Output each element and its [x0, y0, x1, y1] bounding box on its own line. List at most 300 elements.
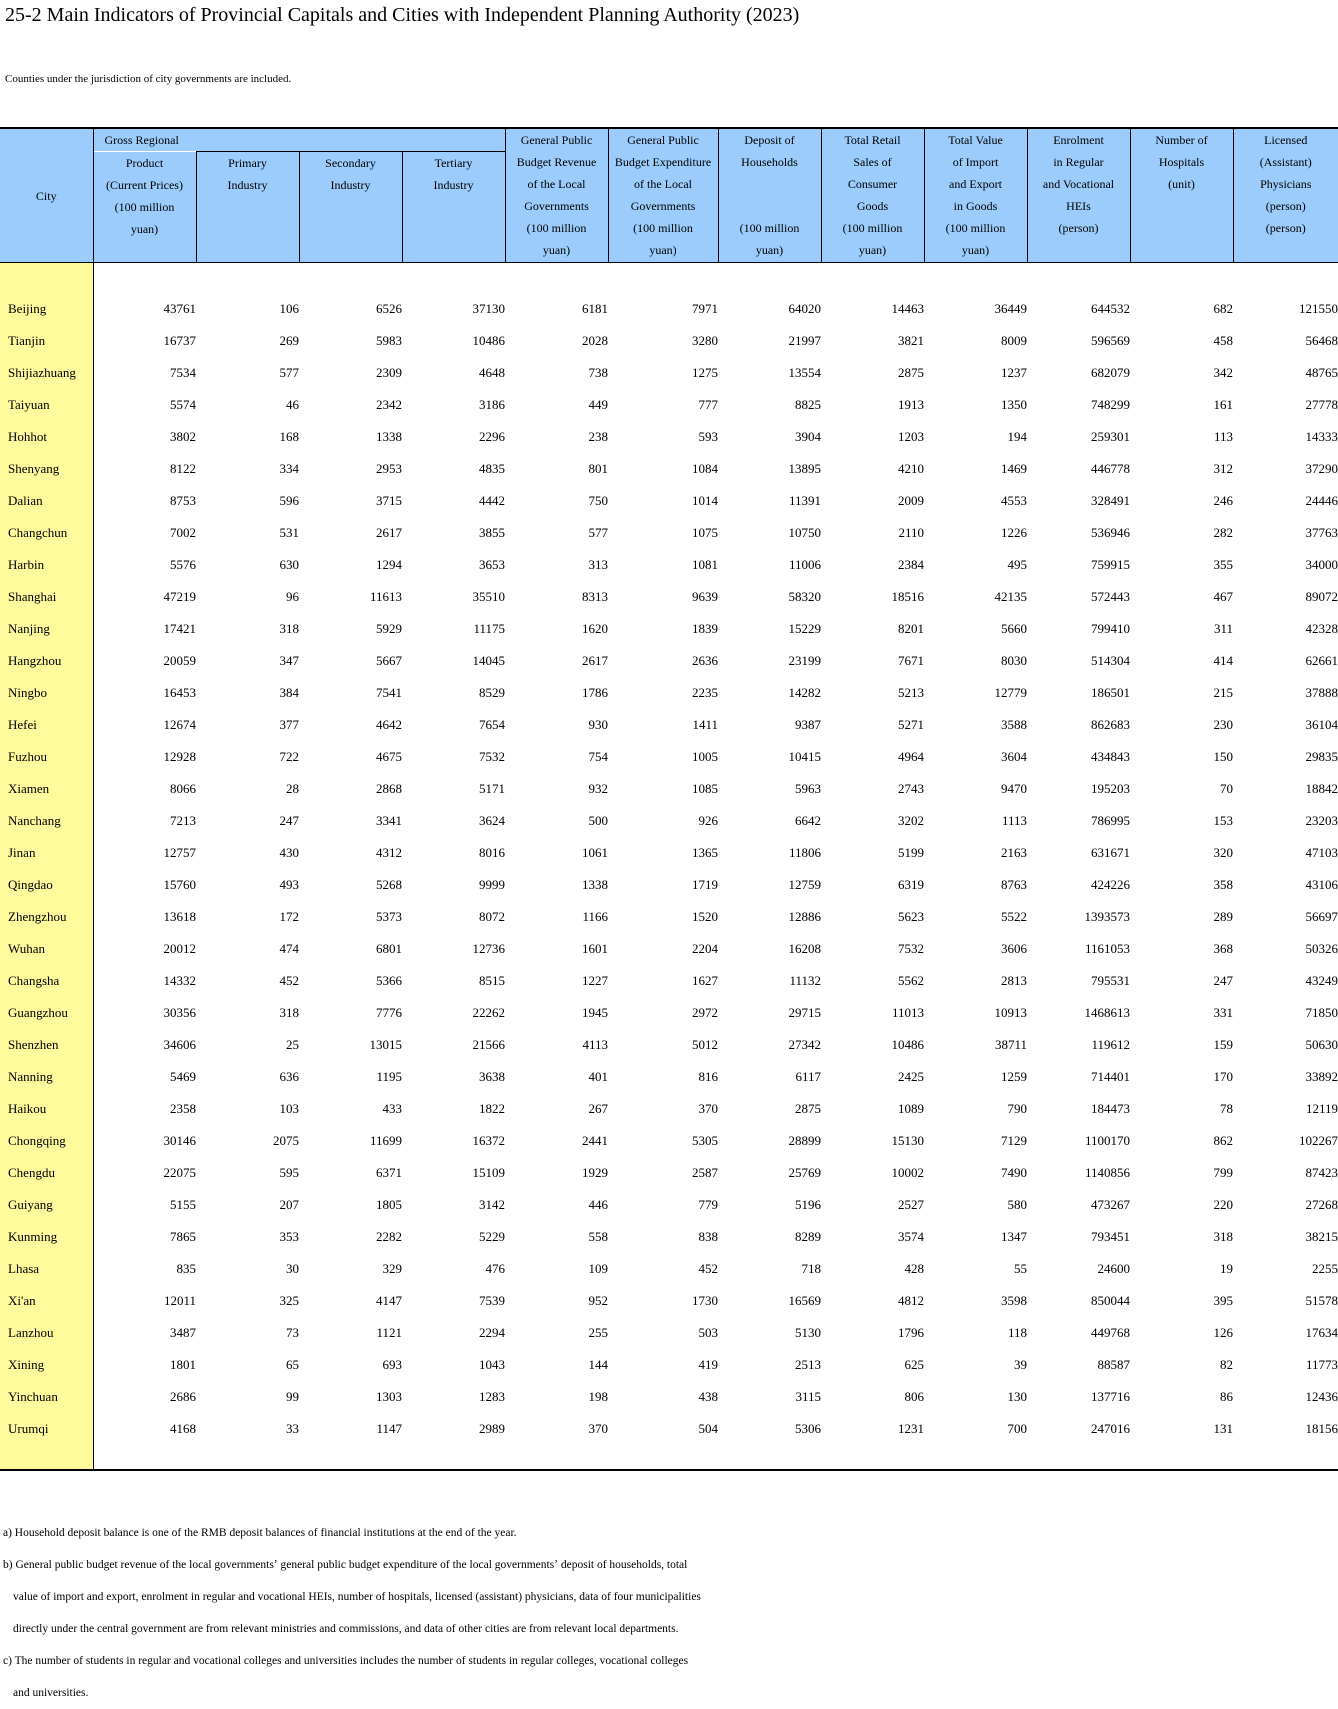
value-cell: 8313	[582, 589, 609, 604]
value-cell: 9387	[795, 717, 822, 732]
value-cell: 5196	[795, 1197, 822, 1212]
value-cell: 1730	[692, 1293, 719, 1308]
value-cell: 28899	[788, 1133, 822, 1148]
value-cell: 10750	[788, 525, 822, 540]
value-cell: 27778	[1305, 397, 1338, 412]
value-cell: 96	[286, 589, 299, 604]
value-cell: 536946	[1091, 525, 1131, 540]
value-cell: 3638	[479, 1069, 506, 1084]
value-cell: 1620	[582, 621, 609, 636]
value-cell: 43761	[163, 301, 196, 316]
city-name-cell: Qingdao	[0, 869, 93, 901]
value-cell: 3574	[898, 1229, 925, 1244]
value-cell: 419	[698, 1357, 719, 1372]
table-row	[0, 581, 1338, 613]
value-cell: 17634	[1305, 1325, 1338, 1340]
city-name-cell: Xining	[0, 1349, 93, 1381]
value-cell: 8066	[170, 781, 196, 796]
city-name-cell: Haikou	[0, 1093, 93, 1125]
value-cell: 118	[1007, 1325, 1028, 1340]
table-row	[0, 1189, 1338, 1221]
value-cell: 7532	[479, 749, 506, 764]
value-cell: 1147	[376, 1421, 402, 1436]
value-cell: 56697	[1305, 909, 1338, 924]
value-cell: 572443	[1091, 589, 1131, 604]
footnote-b-cont: value of import and export, enrolment in regular and vocational HEIs, number of hospitals, licensed (assistant) physicians, data of four municipalities	[13, 1591, 701, 1603]
value-cell: 596569	[1091, 333, 1131, 348]
value-cell: 46	[286, 397, 299, 412]
value-cell: 6526	[376, 301, 402, 316]
value-cell: 2235	[692, 685, 719, 700]
value-cell: 2513	[795, 1357, 822, 1372]
header-revenue: General Public Budget Revenue of the Local Governments (100 million yuan)	[505, 128, 608, 263]
value-cell: 1294	[376, 557, 402, 572]
value-cell: 1100170	[1084, 1133, 1131, 1148]
value-cell: 631671	[1091, 845, 1131, 860]
value-cell: 2294	[479, 1325, 506, 1340]
value-cell: 3142	[479, 1197, 506, 1212]
city-name-cell: Ningbo	[0, 677, 93, 709]
value-cell: 247	[1213, 973, 1234, 988]
value-cell: 1338	[582, 877, 609, 892]
value-cell: 2009	[898, 493, 925, 508]
value-cell: 184473	[1091, 1101, 1131, 1116]
value-cell: 18842	[1305, 781, 1338, 796]
value-cell: 1520	[692, 909, 719, 924]
value-cell: 4648	[479, 365, 506, 380]
value-cell: 2813	[1001, 973, 1028, 988]
value-cell: 4147	[376, 1293, 402, 1308]
header-retail: Total Retail Sales of Consumer Goods (100 million yuan)	[821, 128, 924, 263]
value-cell: 1085	[692, 781, 719, 796]
table-row	[0, 837, 1338, 869]
value-cell: 42328	[1305, 621, 1338, 636]
value-cell: 12928	[163, 749, 196, 764]
value-cell: 14332	[163, 973, 196, 988]
value-cell: 5667	[376, 653, 402, 668]
value-cell: 467	[1213, 589, 1234, 604]
value-cell: 2875	[795, 1101, 822, 1116]
value-cell: 596	[279, 493, 299, 508]
value-cell: 693	[382, 1357, 402, 1372]
value-cell: 328491	[1091, 493, 1131, 508]
value-cell: 12119	[1305, 1101, 1338, 1116]
city-name-cell: Xiamen	[0, 773, 93, 805]
value-cell: 1627	[692, 973, 719, 988]
value-cell: 320	[1213, 845, 1234, 860]
value-cell: 1601	[582, 941, 609, 956]
city-name-cell: Zhengzhou	[0, 901, 93, 933]
value-cell: 10002	[891, 1165, 925, 1180]
value-cell: 835	[176, 1261, 196, 1276]
value-cell: 230	[1213, 717, 1234, 732]
value-cell: 12757	[163, 845, 196, 860]
value-cell: 11773	[1305, 1357, 1338, 1372]
value-cell: 1226	[1001, 525, 1028, 540]
value-cell: 8016	[479, 845, 506, 860]
value-cell: 347	[279, 653, 299, 668]
value-cell: 2686	[170, 1389, 196, 1404]
value-cell: 16569	[788, 1293, 822, 1308]
footnote-b-cont: directly under the central government are from relevant ministries and commissions, and data of other cities are from relevant local departments.	[13, 1623, 679, 1635]
value-cell: 8122	[170, 461, 196, 476]
value-cell: 27268	[1305, 1197, 1338, 1212]
value-cell: 495	[1007, 557, 1028, 572]
value-cell: 2309	[376, 365, 402, 380]
header-deposit: Deposit of Households (100 million yuan)	[718, 128, 821, 263]
table-row	[0, 1029, 1338, 1061]
value-cell: 722	[279, 749, 299, 764]
value-cell: 1913	[898, 397, 925, 412]
table-row	[0, 1157, 1338, 1189]
table-row	[0, 965, 1338, 997]
value-cell: 368	[1213, 941, 1234, 956]
value-cell: 850044	[1091, 1293, 1131, 1308]
value-cell: 247	[279, 813, 299, 828]
value-cell: 5562	[898, 973, 925, 988]
value-cell: 220	[1213, 1197, 1234, 1212]
value-cell: 4675	[376, 749, 402, 764]
value-cell: 329	[382, 1261, 402, 1276]
table-row	[0, 901, 1338, 933]
value-cell: 2282	[376, 1229, 402, 1244]
value-cell: 3802	[170, 429, 196, 444]
value-cell: 430	[279, 845, 299, 860]
table-row	[0, 997, 1338, 1029]
value-cell: 862	[1213, 1133, 1234, 1148]
value-cell: 39	[1014, 1357, 1028, 1372]
value-cell: 738	[588, 365, 609, 380]
value-cell: 1237	[1001, 365, 1028, 380]
value-cell: 8289	[795, 1229, 822, 1244]
value-cell: 1719	[692, 877, 719, 892]
value-cell: 1303	[376, 1389, 402, 1404]
value-cell: 161	[1213, 397, 1234, 412]
value-cell: 246	[1213, 493, 1234, 508]
value-cell: 577	[279, 365, 299, 380]
table-row	[0, 485, 1338, 517]
value-cell: 474	[279, 941, 299, 956]
value-cell: 113	[1213, 429, 1234, 444]
value-cell: 595	[279, 1165, 299, 1180]
value-cell: 458	[1213, 333, 1234, 348]
value-cell: 449	[588, 397, 609, 412]
table-row	[0, 1061, 1338, 1093]
header-hospitals: Number of Hospitals (unit)	[1130, 128, 1233, 263]
value-cell: 131	[1213, 1421, 1234, 1436]
value-cell: 1929	[582, 1165, 609, 1180]
value-cell: 238	[588, 429, 609, 444]
value-cell: 7532	[898, 941, 925, 956]
value-cell: 312	[1213, 461, 1234, 476]
value-cell: 799	[1213, 1165, 1234, 1180]
value-cell: 137716	[1091, 1389, 1131, 1404]
value-cell: 8753	[170, 493, 196, 508]
value-cell: 4210	[898, 461, 925, 476]
value-cell: 2358	[170, 1101, 196, 1116]
value-cell: 318	[1213, 1229, 1234, 1244]
table-row	[0, 709, 1338, 741]
value-cell: 8529	[479, 685, 506, 700]
value-cell: 89072	[1305, 589, 1338, 604]
value-cell: 1121	[376, 1325, 402, 1340]
value-cell: 325	[279, 1293, 299, 1308]
value-cell: 21566	[472, 1037, 506, 1052]
value-cell: 476	[485, 1261, 506, 1276]
page-title: 25-2 Main Indicators of Provincial Capitals and Cities with Independent Planning Authority (2023)	[5, 4, 800, 26]
value-cell: 198	[588, 1389, 609, 1404]
value-cell: 318	[279, 1005, 299, 1020]
value-cell: 153	[1213, 813, 1234, 828]
value-cell: 4964	[898, 749, 925, 764]
value-cell: 7971	[692, 301, 719, 316]
value-cell: 18156	[1305, 1421, 1338, 1436]
value-cell: 2875	[898, 365, 925, 380]
value-cell: 4553	[1001, 493, 1028, 508]
value-cell: 43106	[1305, 877, 1338, 892]
value-cell: 6181	[582, 301, 609, 316]
value-cell: 401	[588, 1069, 609, 1084]
value-cell: 5268	[376, 877, 402, 892]
table-row	[0, 1381, 1338, 1413]
value-cell: 7776	[376, 1005, 402, 1020]
value-cell: 3115	[795, 1389, 822, 1404]
value-cell: 51578	[1305, 1293, 1338, 1308]
value-cell: 2075	[273, 1133, 299, 1148]
value-cell: 331	[1213, 1005, 1234, 1020]
value-cell: 8030	[1001, 653, 1028, 668]
value-cell: 14282	[788, 685, 822, 700]
value-cell: 452	[698, 1261, 719, 1276]
value-cell: 16737	[163, 333, 196, 348]
value-cell: 786995	[1091, 813, 1131, 828]
value-cell: 71850	[1305, 1005, 1338, 1020]
value-cell: 10913	[994, 1005, 1028, 1020]
value-cell: 282	[1213, 525, 1234, 540]
value-cell: 3624	[479, 813, 506, 828]
value-cell: 17421	[163, 621, 196, 636]
value-cell: 5963	[795, 781, 822, 796]
value-cell: 289	[1213, 909, 1234, 924]
value-cell: 2163	[1001, 845, 1028, 860]
value-cell: 267	[588, 1101, 609, 1116]
table-row	[0, 1125, 1338, 1157]
value-cell: 2110	[898, 525, 925, 540]
value-cell: 7129	[1001, 1133, 1028, 1148]
city-name-cell: Dalian	[0, 485, 93, 517]
table-row	[0, 741, 1338, 773]
value-cell: 86	[1220, 1389, 1234, 1404]
value-cell: 434843	[1091, 749, 1131, 764]
city-name-cell: Xi'an	[0, 1285, 93, 1317]
value-cell: 2441	[582, 1133, 609, 1148]
value-cell: 2384	[898, 557, 925, 572]
value-cell: 11806	[788, 845, 822, 860]
value-cell: 2868	[376, 781, 402, 796]
value-cell: 531	[279, 525, 299, 540]
value-cell: 3604	[1001, 749, 1028, 764]
value-cell: 1081	[692, 557, 719, 572]
value-cell: 473267	[1091, 1197, 1131, 1212]
value-cell: 5983	[376, 333, 402, 348]
value-cell: 504	[698, 1421, 719, 1436]
value-cell: 7865	[170, 1229, 196, 1244]
value-cell: 449768	[1091, 1325, 1131, 1340]
value-cell: 22075	[163, 1165, 196, 1180]
value-cell: 1084	[692, 461, 719, 476]
value-cell: 2636	[692, 653, 719, 668]
value-cell: 36449	[994, 301, 1028, 316]
header-physicians: Licensed (Assistant) Physicians (person) (person)	[1233, 128, 1338, 263]
value-cell: 14045	[472, 653, 506, 668]
value-cell: 1805	[376, 1197, 402, 1212]
city-name-cell: Changchun	[0, 517, 93, 549]
value-cell: 1140856	[1084, 1165, 1131, 1180]
value-cell: 318	[279, 621, 299, 636]
value-cell: 1347	[1001, 1229, 1028, 1244]
value-cell: 2342	[376, 397, 402, 412]
value-cell: 2743	[898, 781, 925, 796]
value-cell: 355	[1213, 557, 1234, 572]
value-cell: 38711	[994, 1037, 1028, 1052]
value-cell: 682	[1213, 301, 1234, 316]
value-cell: 247016	[1091, 1421, 1131, 1436]
value-cell: 30	[286, 1261, 299, 1276]
value-cell: 28	[286, 781, 299, 796]
value-cell: 625	[904, 1357, 925, 1372]
value-cell: 838	[698, 1229, 719, 1244]
value-cell: 58320	[788, 589, 822, 604]
table-row	[0, 1317, 1338, 1349]
value-cell: 33892	[1305, 1069, 1338, 1084]
value-cell: 5012	[692, 1037, 719, 1052]
city-name-cell: Nanchang	[0, 805, 93, 837]
value-cell: 5576	[170, 557, 196, 572]
table-row	[0, 773, 1338, 805]
value-cell: 446	[588, 1197, 609, 1212]
value-cell: 82	[1220, 1357, 1234, 1372]
table-row	[0, 549, 1338, 581]
value-cell: 1801	[170, 1357, 196, 1372]
value-cell: 15229	[788, 621, 822, 636]
value-cell: 1113	[1001, 813, 1028, 828]
value-cell: 6642	[795, 813, 822, 828]
value-cell: 12011	[163, 1293, 196, 1308]
value-cell: 30146	[163, 1133, 196, 1148]
value-cell: 50630	[1305, 1037, 1338, 1052]
value-cell: 748299	[1091, 397, 1131, 412]
table-row	[0, 677, 1338, 709]
value-cell: 15130	[891, 1133, 925, 1148]
value-cell: 12736	[472, 941, 506, 956]
value-cell: 7539	[479, 1293, 506, 1308]
city-name-cell: Nanjing	[0, 613, 93, 645]
value-cell: 9470	[1001, 781, 1028, 796]
value-cell: 47103	[1305, 845, 1338, 860]
value-cell: 16208	[788, 941, 822, 956]
value-cell: 438	[698, 1389, 719, 1404]
value-cell: 8009	[1001, 333, 1028, 348]
value-cell: 5213	[898, 685, 925, 700]
footnote-a: a) Household deposit balance is one of the RMB deposit balances of financial institutions at the end of the year.	[3, 1527, 517, 1539]
table-row	[0, 613, 1338, 645]
value-cell: 3606	[1001, 941, 1028, 956]
value-cell: 62661	[1305, 653, 1338, 668]
table-header	[0, 128, 1338, 263]
value-cell: 37888	[1305, 685, 1338, 700]
value-cell: 21997	[788, 333, 822, 348]
value-cell: 102267	[1299, 1133, 1338, 1148]
value-cell: 19	[1220, 1261, 1234, 1276]
value-cell: 12779	[994, 685, 1028, 700]
city-name-cell: Guiyang	[0, 1189, 93, 1221]
value-cell: 24600	[1097, 1261, 1131, 1276]
table-row	[0, 421, 1338, 453]
value-cell: 78	[1220, 1101, 1234, 1116]
value-cell: 7490	[1001, 1165, 1028, 1180]
table-row	[0, 1093, 1338, 1125]
city-name-cell: Nanning	[0, 1061, 93, 1093]
value-cell: 952	[588, 1293, 609, 1308]
value-cell: 1365	[692, 845, 719, 860]
value-cell: 106	[279, 301, 299, 316]
value-cell: 2204	[692, 941, 719, 956]
value-cell: 2255	[1312, 1261, 1338, 1276]
value-cell: 714401	[1091, 1069, 1131, 1084]
value-cell: 13618	[163, 909, 196, 924]
city-name-cell: Guangzhou	[0, 997, 93, 1029]
value-cell: 144	[588, 1357, 609, 1372]
header-gross: Product (Current Prices) (100 million yuan)	[93, 152, 196, 263]
value-cell: 384	[279, 685, 299, 700]
value-cell: 20012	[163, 941, 196, 956]
table-row	[0, 869, 1338, 901]
value-cell: 126	[1213, 1325, 1234, 1340]
value-cell: 5660	[1001, 621, 1028, 636]
header-tertiary: Tertiary Industry	[402, 152, 505, 263]
value-cell: 1468613	[1084, 1005, 1131, 1020]
value-cell: 35510	[472, 589, 506, 604]
value-cell: 4113	[582, 1037, 609, 1052]
value-cell: 15760	[163, 877, 196, 892]
value-cell: 777	[698, 397, 719, 412]
value-cell: 186501	[1091, 685, 1131, 700]
value-cell: 1469	[1001, 461, 1028, 476]
value-cell: 1393573	[1084, 909, 1131, 924]
value-cell: 2972	[692, 1005, 719, 1020]
value-cell: 1839	[692, 621, 719, 636]
value-cell: 795531	[1091, 973, 1131, 988]
value-cell: 27342	[788, 1037, 822, 1052]
value-cell: 15109	[472, 1165, 506, 1180]
value-cell: 493	[279, 877, 299, 892]
value-cell: 12886	[788, 909, 822, 924]
value-cell: 130	[1007, 1389, 1028, 1404]
value-cell: 3202	[898, 813, 925, 828]
value-cell: 99	[286, 1389, 299, 1404]
value-cell: 2587	[692, 1165, 719, 1180]
value-cell: 793451	[1091, 1229, 1131, 1244]
value-cell: 754	[588, 749, 609, 764]
value-cell: 1945	[582, 1005, 609, 1020]
value-cell: 700	[1007, 1421, 1028, 1436]
value-cell: 377	[279, 717, 299, 732]
city-name-cell: Changsha	[0, 965, 93, 997]
table-row	[0, 453, 1338, 485]
value-cell: 5199	[898, 845, 925, 860]
value-cell: 29715	[788, 1005, 822, 1020]
value-cell: 930	[588, 717, 609, 732]
